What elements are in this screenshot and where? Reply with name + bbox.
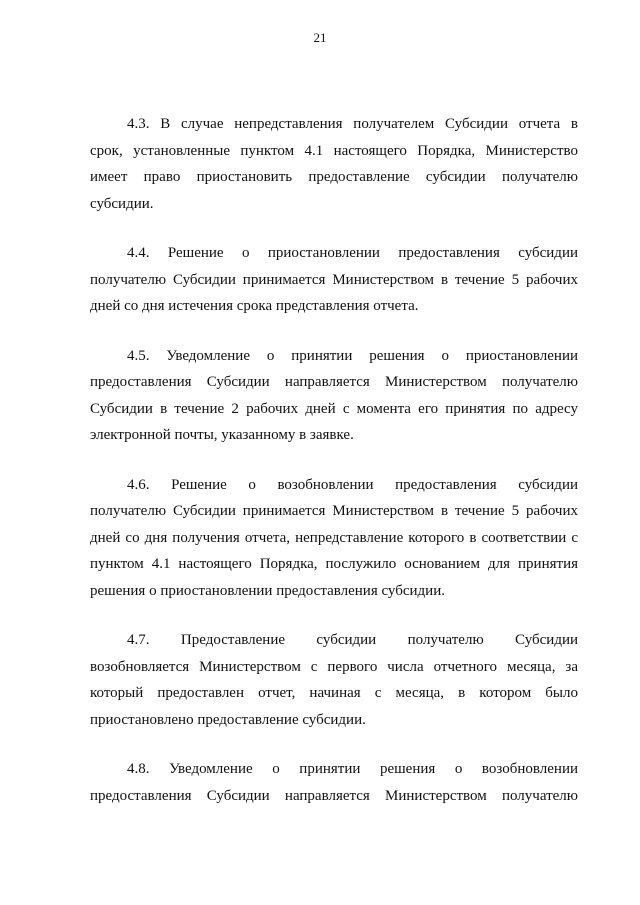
- clause-4-8: [90, 756, 578, 809]
- text-line: 4.4. Решение о приостановлении предоставления субсидии: [127, 245, 578, 261]
- clause-4-7: [90, 627, 578, 733]
- text-line: дней со дня истечения срока представления отчета.: [90, 298, 419, 314]
- clause-4-5: [90, 343, 578, 449]
- text-line: 4.3. В случае непредставления получателем Субсидии отчета в: [127, 116, 578, 132]
- text-line: 4.5. Уведомление о принятии решения о приостановлении: [127, 347, 578, 364]
- text-line: решения о приостановлении предоставления субсидии.: [90, 582, 445, 599]
- text-line: пунктом 4.1 настоящего Порядка, послужило основанием для принятия: [90, 556, 578, 572]
- text-line: получателю Субсидии принимается Министерством в течение 5 рабочих: [90, 503, 578, 519]
- text-line: 4.8. Уведомление о принятии решения о возобновлении: [127, 761, 578, 777]
- text-line: предоставления Субсидии направляется Министерством получателю: [90, 787, 578, 804]
- text-line: срок, установленные пунктом 4.1 настоящего Порядка, Министерство: [90, 142, 578, 159]
- text-line: приостановлено предоставление субсидии.: [90, 711, 366, 728]
- document-body: [90, 111, 578, 832]
- text-line: 4.6. Решение о возобновлении предоставления субсидии: [127, 476, 578, 493]
- clause-4-6: [90, 472, 578, 605]
- clause-4-3: [90, 111, 578, 217]
- text-line: субсидии.: [90, 195, 154, 212]
- text-line: предоставления Субсидии направляется Министерством получателю: [90, 374, 578, 390]
- text-line: дней со дня получения отчета, непредставление которого в соответствии с: [90, 529, 578, 546]
- text-line: имеет право приостановить предоставление субсидии получателю: [90, 169, 578, 185]
- page-number: 21: [313, 30, 327, 45]
- text-line: электронной почты, указанному в заявке.: [90, 427, 354, 443]
- text-line: 4.7. Предоставление субсидии получателю Субсидии: [127, 632, 578, 648]
- text-line: получателю Субсидии принимается Министерством в течение 5 рабочих: [90, 271, 578, 288]
- text-line: который предоставлен отчет, начиная с месяца, в котором было: [90, 685, 578, 701]
- text-line: возобновляется Министерством с первого числа отчетного месяца, за: [90, 658, 578, 675]
- text-line: Субсидии в течение 2 рабочих дней с момента его принятия по адресу: [90, 400, 578, 417]
- clause-4-4: [90, 240, 578, 320]
